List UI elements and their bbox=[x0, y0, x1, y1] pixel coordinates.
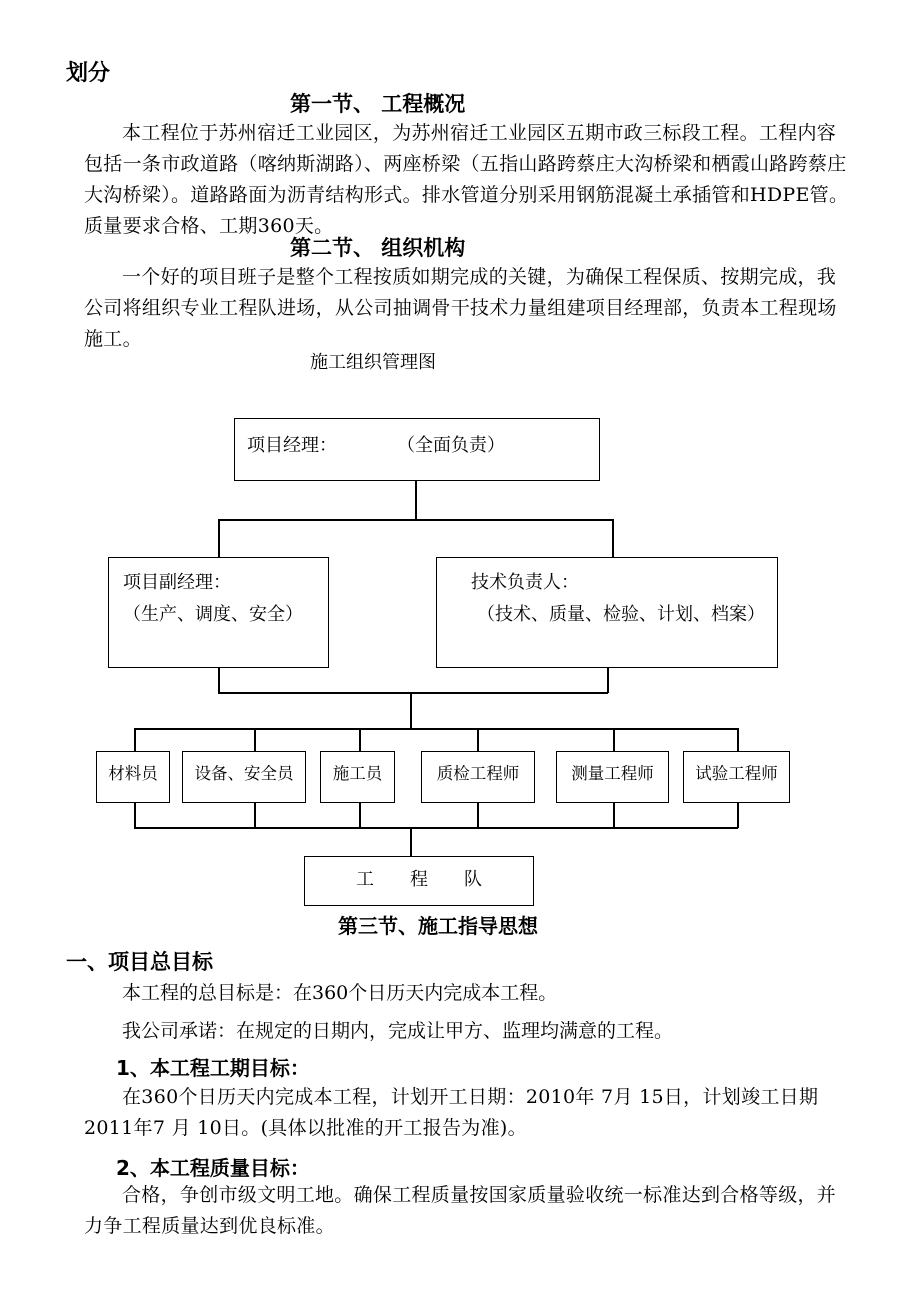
connector-line bbox=[218, 692, 608, 694]
team-box bbox=[304, 856, 534, 906]
section2-body: 一个好的项目班子是整个工程按质如期完成的关键，为确保工程保质、按期完成，我公司将组织专业工程队进场，从公司抽调骨干技术力量组建项目经理部，负责本工程现场施工。 bbox=[84, 266, 837, 350]
staff-label: 材料员 bbox=[108, 764, 158, 783]
connector-line bbox=[218, 519, 613, 521]
staff-box-survey-engineer bbox=[556, 751, 669, 803]
section3-heading: 第三节、施工指导思想 bbox=[338, 914, 538, 938]
staff-label: 设备、安全员 bbox=[194, 764, 294, 783]
connector-line bbox=[612, 519, 614, 558]
connector-line bbox=[477, 803, 479, 828]
connector-line bbox=[613, 728, 615, 752]
connector-line bbox=[134, 728, 738, 730]
connector-line bbox=[134, 827, 738, 829]
goal-line: 本工程的总目标是：在360个日历天内完成本工程。 bbox=[122, 982, 558, 1004]
connector-line bbox=[218, 519, 220, 558]
schedule-goal-body: 在360个日历天内完成本工程，计划开工日期：2010年 7月 15日，计划竣工日期2011年7 月 10日。(具体以批准的开工报告为准)。 bbox=[84, 1086, 819, 1139]
manager-label: 项目经理： bbox=[247, 435, 337, 456]
section1-heading: 第一节、 工程概况 bbox=[290, 92, 466, 116]
section3-subheading: 一、项目总目标 bbox=[66, 950, 213, 974]
tech-label: 技术负责人： bbox=[471, 572, 579, 593]
connector-line bbox=[134, 803, 136, 828]
staff-box-test-engineer bbox=[683, 751, 790, 803]
staff-label: 质检工程师 bbox=[436, 764, 520, 783]
team-label: 工 程 队 bbox=[356, 869, 482, 890]
staff-box-construction bbox=[320, 751, 395, 803]
tech-lead-box bbox=[436, 557, 778, 668]
connector-line bbox=[410, 827, 412, 857]
connector-line bbox=[254, 803, 256, 828]
staff-label: 试验工程师 bbox=[695, 764, 778, 783]
staff-label: 施工员 bbox=[332, 764, 383, 783]
org-chart-title: 施工组织管理图 bbox=[310, 352, 436, 373]
connector-line bbox=[737, 803, 739, 828]
connector-line bbox=[410, 692, 412, 729]
quality-goal-body: 合格，争创市级文明工地。确保工程质量按国家质量验收统一标准达到合格等级，并力争工程质量达到优良标准。 bbox=[84, 1184, 837, 1237]
connector-line bbox=[359, 728, 361, 752]
connector-line bbox=[477, 728, 479, 752]
connector-line bbox=[415, 481, 417, 520]
connector-line bbox=[607, 668, 609, 693]
connector-line bbox=[359, 803, 361, 828]
deputy-manager-box bbox=[108, 557, 329, 668]
connector-line bbox=[737, 728, 739, 752]
connector-line bbox=[218, 668, 220, 693]
staff-box-equipment-safety bbox=[182, 751, 306, 803]
connector-line bbox=[613, 803, 615, 828]
quality-goal-title: 2、本工程质量目标： bbox=[116, 1156, 310, 1180]
page-fragment-heading: 划分 bbox=[66, 61, 111, 86]
staff-label: 测量工程师 bbox=[571, 764, 654, 783]
staff-box-materials bbox=[96, 751, 170, 803]
tech-duty: （技术、质量、检验、计划、档案） bbox=[477, 604, 765, 625]
section1-body: 本工程位于苏州宿迁工业园区，为苏州宿迁工业园区五期市政三标段工程。工程内容包括一条市政道路（喀纳斯湖路）、两座桥梁（五指山路跨蔡庄大沟桥梁和栖霞山路跨蔡庄大沟桥梁）。道路路面为沥青结构形式。排水管道分别采用钢筋混凝土承插管和HDPE管。质量要求合格、工期360天。 bbox=[84, 122, 849, 237]
connector-line bbox=[254, 728, 256, 752]
promise-line: 我公司承诺：在规定的日期内，完成让甲方、监理均满意的工程。 bbox=[122, 1020, 674, 1042]
manager-box bbox=[234, 418, 600, 481]
connector-line bbox=[134, 728, 136, 752]
staff-box-quality-engineer bbox=[421, 751, 535, 803]
deputy-label: 项目副经理： bbox=[123, 572, 231, 593]
section2-heading: 第二节、 组织机构 bbox=[290, 236, 466, 260]
schedule-goal-title: 1、本工程工期目标： bbox=[116, 1056, 310, 1080]
manager-duty: （全面负责） bbox=[397, 435, 505, 456]
deputy-duty: （生产、调度、安全） bbox=[123, 604, 303, 625]
